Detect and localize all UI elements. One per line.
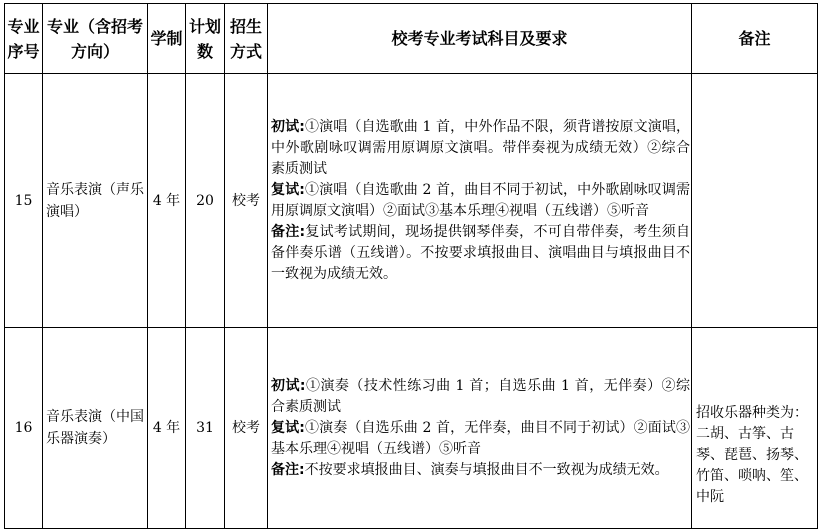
prelim-label: 初试:	[271, 377, 306, 394]
header-remarks: 备注	[692, 4, 818, 74]
row-seq: 15	[5, 74, 43, 328]
note-paragraph	[271, 222, 690, 285]
retest-label: 复试:	[271, 419, 305, 436]
admissions-table	[4, 3, 818, 529]
prelim-label: 初试:	[271, 118, 305, 135]
retest-paragraph	[271, 180, 690, 222]
row-remark	[692, 74, 818, 328]
table-header-row	[5, 4, 818, 74]
row-duration: 4 年	[148, 74, 186, 328]
header-major: 专业（含招考方向）	[43, 4, 148, 74]
row-quota: 20	[186, 74, 225, 328]
prelim-paragraph	[271, 376, 690, 418]
retest-text: ①演奏（自选乐曲 2 首，无伴奏，曲目不同于初试）②面试③基本乐理④视唱（五线谱）⑤听音	[271, 419, 690, 457]
row-quota: 31	[186, 328, 225, 529]
row-duration: 4 年	[148, 328, 186, 529]
header-quota: 计划数	[186, 4, 225, 74]
row-remark: 招收乐器种类为：二胡、古筝、古琴、琵琶、扬琴、竹笛、唢呐、笙、中阮	[692, 328, 818, 529]
row-requirements	[268, 74, 692, 328]
prelim-text: ①演奏（技术性练习曲 1 首；自选乐曲 1 首，无伴奏）②综合素质测试	[271, 377, 690, 415]
header-seq: 专业序号	[5, 4, 43, 74]
table-row	[5, 74, 818, 328]
retest-text: ①演唱（自选歌曲 2 首，曲目不同于初试，中外歌剧咏叹调需用原调原文演唱）②面试③基本乐理④视唱（五线谱）⑤听音	[271, 181, 690, 219]
row-major: 音乐表演（中国乐器演奏）	[43, 328, 148, 529]
row-requirements	[268, 328, 692, 529]
note-text: 不按要求填报曲目、演奏与填报曲目不一致视为成绩无效。	[304, 461, 669, 478]
row-method: 校考	[225, 328, 268, 529]
header-duration: 学制	[148, 4, 186, 74]
retest-label: 复试:	[271, 181, 305, 198]
row-method: 校考	[225, 74, 268, 328]
row-seq: 16	[5, 328, 43, 529]
header-requirements: 校考专业考试科目及要求	[268, 4, 692, 74]
prelim-text: ①演唱（自选歌曲 1 首，中外作品不限，须背谱按原文演唱，中外歌剧咏叹调需用原调原文演唱。带伴奏视为成绩无效）②综合素质测试	[271, 118, 690, 177]
prelim-paragraph	[271, 117, 690, 180]
header-method: 招生方式	[225, 4, 268, 74]
note-paragraph	[271, 460, 690, 481]
row-major: 音乐表演（声乐演唱）	[43, 74, 148, 328]
table-row	[5, 328, 818, 529]
note-label: 备注:	[271, 223, 306, 240]
note-label: 备注:	[271, 461, 305, 478]
retest-paragraph	[271, 418, 690, 460]
note-text: 复试考试期间，现场提供钢琴伴奏，不可自带伴奏，考生须自备伴奏乐谱（五线谱）。不按要求填报曲目、演唱曲目与填报曲目不一致视为成绩无效。	[271, 223, 690, 282]
